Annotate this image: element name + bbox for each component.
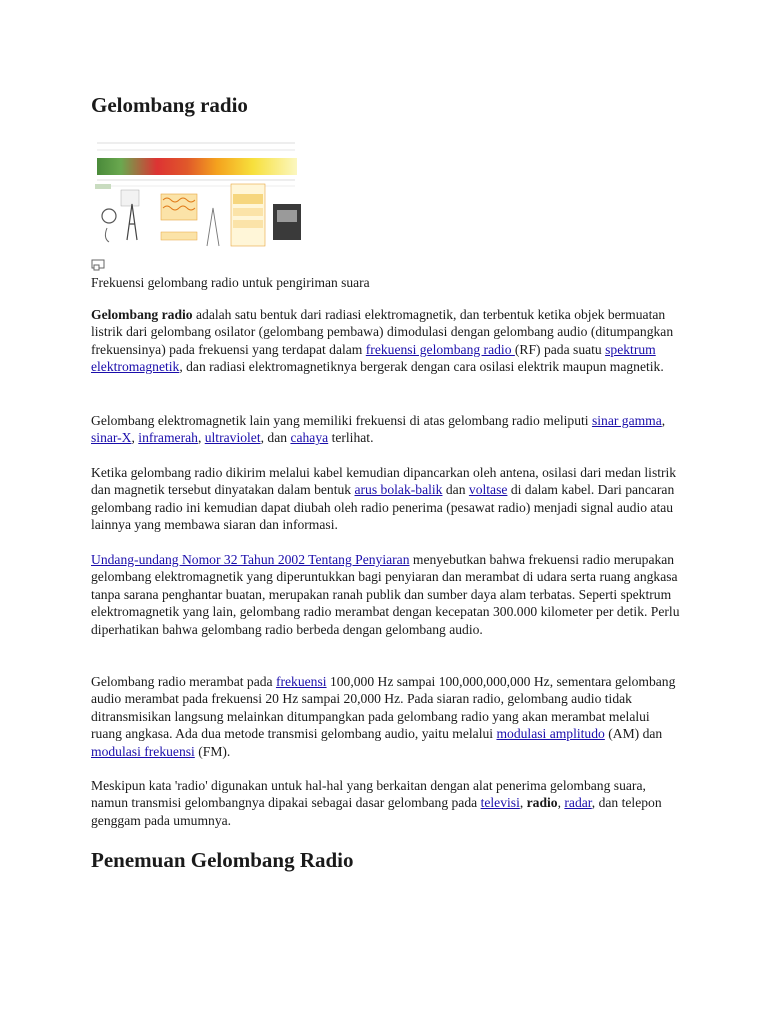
paragraph-1: [91, 306, 681, 376]
bold-term: radio: [526, 795, 558, 811]
link-ultraviolet[interactable]: ultraviolet: [204, 430, 261, 446]
text-span: menyebutkan bahwa frekuensi radio merupakan gelombang elektromagnetik yang diperuntukkan bagi penyiaran dan merambat di udara serta ruang angkasa tanpa sarana penghantar buatan, merupakan ranah publik dan sumber daya alam terbatas. Seperti spektrum elektromagnetik yang lain, gelombang radio merambat dengan kecepatan 300.000 kilometer per detik. Perlu diperhatikan bahwa gelombang radio berbeda dengan gelombang audio.: [91, 552, 680, 637]
text-span: , dan telepon genggam pada umumnya.: [91, 795, 662, 828]
text-span: Gelombang radio merambat pada: [91, 674, 276, 689]
link-modulasi-frekuensi[interactable]: modulasi frekuensi: [91, 743, 195, 759]
text-span: ,: [131, 430, 139, 446]
bold-term: Gelombang radio: [91, 307, 193, 322]
figure-caption: Frekuensi gelombang radio untuk pengiriman suara: [91, 275, 370, 290]
link-frekuensi[interactable]: frekuensi: [275, 674, 327, 689]
text-span: Ketika gelombang radio dikirim melalui kabel kemudian dipancarkan oleh antena, osilasi dari medan listrik dan magnetik tersebut dinyatakan dalam bentuk: [91, 465, 677, 498]
text-span: , dan radiasi elektromagnetiknya bergerak dengan cara osilasi elektrik maupun magnetik.: [179, 359, 664, 375]
link-arus-bolak-balik[interactable]: arus bolak-balik: [354, 482, 443, 498]
paragraph-5: [91, 673, 681, 760]
text-span: di dalam kabel. Dari pancaran gelombang radio ini kemudian dapat diubah oleh radio penerima (pesawat radio) menjadi signal audio atau lainnya yang membawa siaran dan informasi.: [91, 482, 675, 533]
link-spektrum-elektromagnetik[interactable]: spektrum elektromagnetik: [91, 341, 656, 375]
text-span: 100,000 Hz sampai 100,000,000,000 Hz, sementara gelombang audio merambat pada frekuensi 20 Hz sampai 20,000 Hz. Pada siaran radio, gelombang audio tidak ditransmisikan langsung melainkan ditumpangkan pada gelombang radio yang akan merambat melalui ruang angkasa. Ada dua metode transmisi gelombang audio, yaitu melalui: [91, 674, 676, 742]
link-voltase[interactable]: voltase: [468, 482, 508, 498]
text-span: , dan: [260, 430, 291, 446]
text-span: Gelombang elektromagnetik lain yang memiliki frekuensi di atas gelombang radio meliputi: [91, 413, 592, 428]
link-undang-undang[interactable]: Undang-undang Nomor 32 Tahun 2002 Tentang Penyiaran: [91, 552, 410, 567]
spectrum-figure[interactable]: [95, 138, 307, 252]
text-span: dan: [442, 482, 469, 498]
text-span: (FM).: [194, 743, 231, 759]
text-span: adalah satu bentuk dari radiasi elektromagnetik, dan terbentuk ketika objek bermuatan listrik dari gelombang osilator (gelombang pembawa) dimodulasi dengan gelombang audio (ditumpangkan frekuensinya) pada frekuensi yang terdapat dalam: [91, 307, 674, 357]
enlarge-icon[interactable]: [91, 259, 105, 271]
text-span: (AM) dan: [604, 726, 663, 742]
link-frekuensi-gelombang-radio[interactable]: frekuensi gelombang radio: [365, 341, 515, 357]
text-span: ,: [661, 413, 666, 428]
text-span: terlihat.: [328, 430, 374, 446]
link-cahaya[interactable]: cahaya: [290, 430, 329, 446]
text-span: Meskipun kata 'radio' digunakan untuk hal-hal yang berkaitan dengan alat penerima gelombang suara, namun transmisi gelombangnya dipakai sebagai dasar gelombang pada: [91, 778, 646, 811]
text-span: ,: [197, 430, 205, 446]
link-radar[interactable]: radar: [564, 795, 592, 811]
page-title: Gelombang radio: [91, 93, 248, 117]
paragraph-2: [91, 412, 681, 447]
link-modulasi-amplitudo[interactable]: modulasi amplitudo: [496, 726, 605, 742]
link-televisi[interactable]: televisi: [480, 795, 520, 811]
paragraph-6: [91, 777, 681, 829]
text-span: ,: [557, 795, 565, 811]
text-span: (RF) pada suatu: [514, 341, 606, 357]
link-inframerah[interactable]: inframerah: [138, 430, 198, 446]
link-sinar-gamma[interactable]: sinar gamma: [591, 413, 662, 428]
text-span: ,: [519, 795, 527, 811]
section-title: Penemuan Gelombang Radio: [91, 848, 354, 872]
paragraph-4: [91, 551, 681, 638]
link-sinar-x[interactable]: sinar-X: [91, 430, 132, 446]
paragraph-3: [91, 464, 681, 534]
